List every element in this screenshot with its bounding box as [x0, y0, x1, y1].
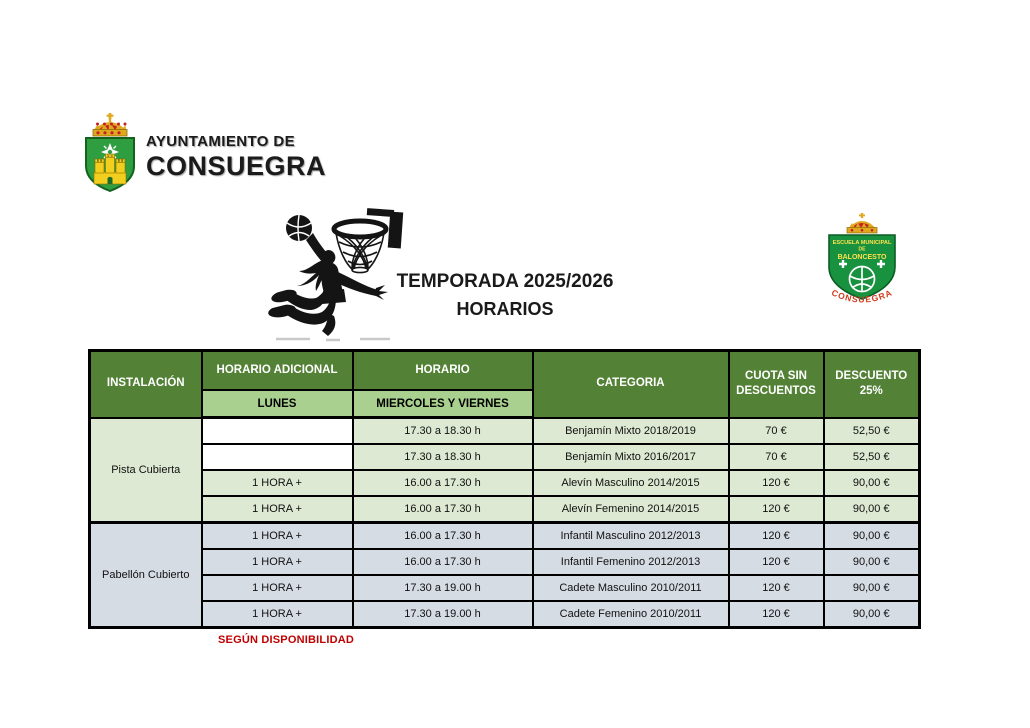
descuento-cell: 90,00 €: [824, 549, 920, 575]
table-row: [90, 418, 920, 445]
basketball-icon: [286, 215, 312, 241]
lunes-cell: 1 HORA +: [202, 601, 353, 628]
cuota-cell: 120 €: [729, 496, 824, 523]
table-row: [90, 601, 920, 628]
badge-school-line3: BALONCESTO: [837, 254, 887, 261]
school-badge: [816, 209, 908, 318]
cuota-cell: 120 €: [729, 601, 824, 628]
availability-footnote: SEGÚN DISPONIBILIDAD: [218, 634, 355, 646]
header-horario: HORARIO: [353, 351, 533, 391]
header-instalacion: INSTALACIÓN: [90, 351, 202, 418]
lunes-cell: [202, 418, 353, 445]
table-header: [90, 351, 920, 418]
horarios-subtitle: HORARIOS: [456, 299, 554, 319]
categoria-cell: Benjamín Mixto 2016/2017: [533, 444, 729, 470]
lunes-cell: 1 HORA +: [202, 496, 353, 523]
baloncesto-school-badge-icon: [816, 209, 908, 313]
categoria-cell: Cadete Masculino 2010/2011: [533, 575, 729, 601]
subheader-lunes: LUNES: [202, 390, 353, 418]
hero-title-block: [380, 271, 630, 320]
horario-cell: 17.30 a 19.00 h: [353, 575, 533, 601]
header-categoria: CATEGORIA: [533, 351, 729, 418]
cuota-cell: 70 €: [729, 444, 824, 470]
player-silhouette: [267, 233, 388, 336]
cuota-cell: 120 €: [729, 523, 824, 550]
lunes-cell: 1 HORA +: [202, 470, 353, 496]
schedule-table: [88, 349, 921, 629]
table-row: [90, 523, 920, 550]
subheader-miercoles-viernes: MIERCOLES Y VIERNES: [353, 390, 533, 418]
categoria-cell: Alevín Femenino 2014/2015: [533, 496, 729, 523]
consuegra-coat-of-arms-icon: [84, 112, 136, 192]
categoria-cell: Infantil Masculino 2012/2013: [533, 523, 729, 550]
cuota-cell: 120 €: [729, 549, 824, 575]
cuota-cell: 120 €: [729, 575, 824, 601]
table-row: [90, 575, 920, 601]
horario-cell: 16.00 a 17.30 h: [353, 470, 533, 496]
horario-cell: 17.30 a 19.00 h: [353, 601, 533, 628]
categoria-cell: Benjamín Mixto 2018/2019: [533, 418, 729, 445]
lunes-cell: [202, 444, 353, 470]
descuento-cell: 90,00 €: [824, 601, 920, 628]
descuento-cell: 90,00 €: [824, 470, 920, 496]
header-cuota: CUOTA SIN DESCUENTOS: [729, 351, 824, 418]
horario-cell: 17.30 a 18.30 h: [353, 418, 533, 445]
header-horario-adicional: HORARIO ADICIONAL: [202, 351, 353, 391]
lunes-cell: 1 HORA +: [202, 575, 353, 601]
lunes-cell: 1 HORA +: [202, 523, 353, 550]
descuento-cell: 90,00 €: [824, 523, 920, 550]
header-descuento: DESCUENTO 25%: [824, 351, 920, 418]
badge-school-line2: DE: [858, 246, 866, 253]
horario-cell: 16.00 a 17.30 h: [353, 549, 533, 575]
badge-town-name: CONSUEGRA: [830, 287, 894, 305]
categoria-cell: Alevín Masculino 2014/2015: [533, 470, 729, 496]
table-row: [90, 470, 920, 496]
horario-cell: 16.00 a 17.30 h: [353, 523, 533, 550]
ayuntamiento-logo-text: [146, 133, 326, 182]
badge-school-line1: ESCUELA MUNICIPAL: [832, 240, 892, 246]
table-row: [90, 444, 920, 470]
ayuntamiento-logo: [84, 112, 326, 192]
cuota-cell: 120 €: [729, 470, 824, 496]
descuento-cell: 52,50 €: [824, 418, 920, 445]
table-row: [90, 496, 920, 523]
instalacion-cell: Pabellón Cubierto: [90, 523, 202, 628]
descuento-cell: 90,00 €: [824, 575, 920, 601]
instalacion-cell: Pista Cubierta: [90, 418, 202, 523]
categoria-cell: Cadete Femenino 2010/2011: [533, 601, 729, 628]
cuota-cell: 70 €: [729, 418, 824, 445]
descuento-cell: 52,50 €: [824, 444, 920, 470]
ground-shadow: [276, 339, 390, 340]
logo-line2: CONSUEGRA: [146, 150, 327, 181]
season-title: TEMPORADA 2025/2026: [396, 271, 614, 292]
table-row: [90, 549, 920, 575]
horario-cell: 17.30 a 18.30 h: [353, 444, 533, 470]
lunes-cell: 1 HORA +: [202, 549, 353, 575]
logo-line1: AYUNTAMIENTO DE: [146, 132, 296, 150]
categoria-cell: Infantil Femenino 2012/2013: [533, 549, 729, 575]
horario-cell: 16.00 a 17.30 h: [353, 496, 533, 523]
descuento-cell: 90,00 €: [824, 496, 920, 523]
